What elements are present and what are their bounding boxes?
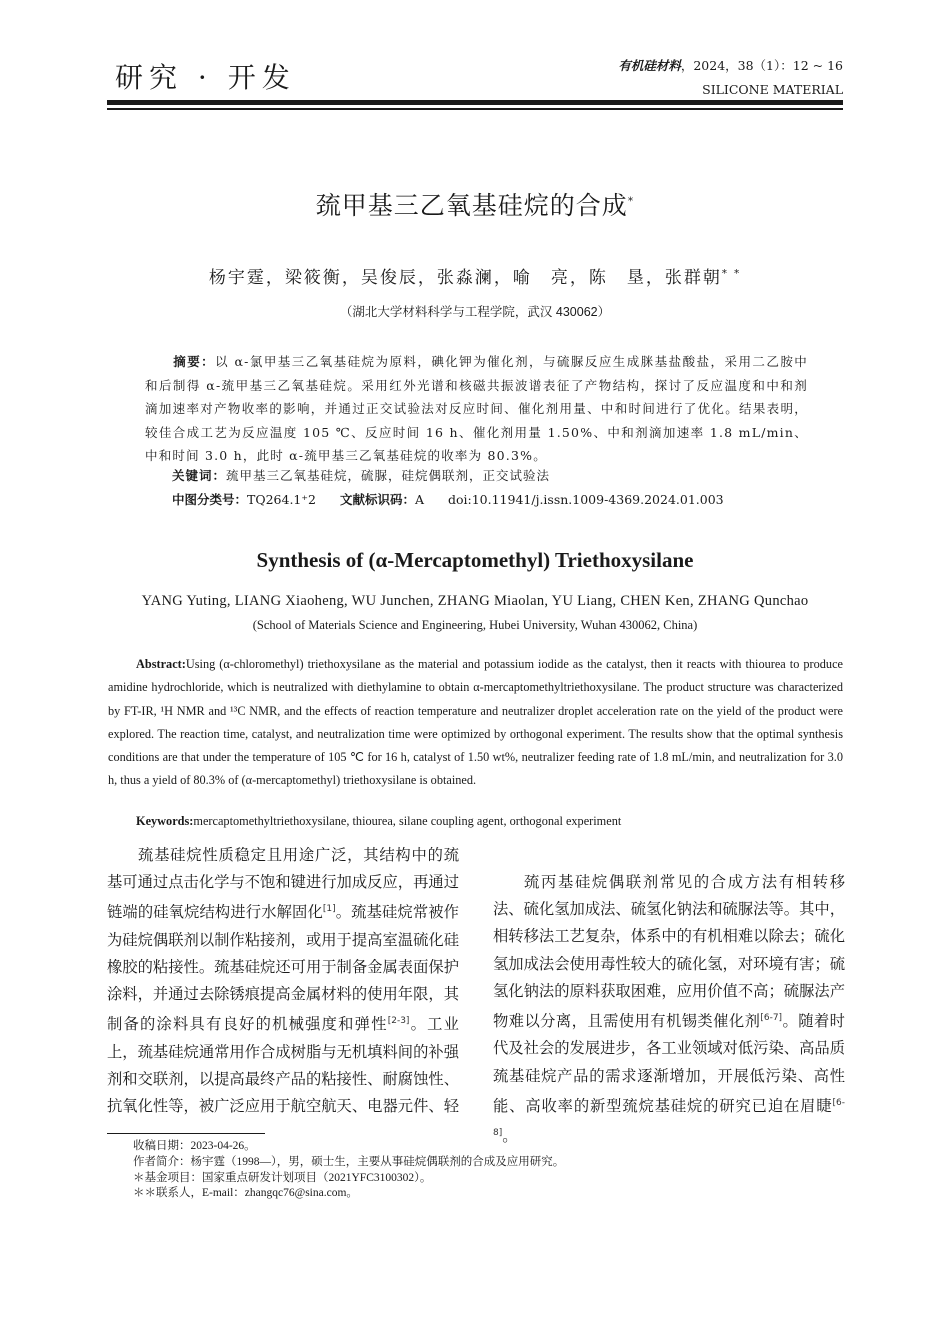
- affiliation-cn: （湖北大学材料科学与工程学院，武汉 430062）: [339, 305, 611, 319]
- abstract-cn: [145, 350, 808, 468]
- abstract-en-label: Abstract:: [136, 657, 186, 671]
- abstract-cn-label: 摘要：: [173, 354, 216, 369]
- footnote-rule: [107, 1133, 265, 1134]
- citation-ref: [6-8]: [493, 1097, 845, 1139]
- journal-logo: 有机硅材料: [618, 58, 681, 73]
- classification-line: 中图分类号：TQ264.1⁺2 文献标识码：A doi:10.11941/j.issn.1009-4369.2024.01.003: [172, 492, 724, 507]
- journal-header: [618, 54, 843, 102]
- footnote-received: 收稿日期：2023-04-26。: [133, 1140, 256, 1152]
- citation-ref: [1]: [322, 904, 336, 915]
- abstract-en: [108, 653, 843, 793]
- authors-en: YANG Yuting, LIANG Xiaoheng, WU Junchen, ZHANG Miaolan, YU Liang, CHEN Ken, ZHANG Qunchao: [141, 593, 809, 609]
- keywords-cn: 关键词：巯甲基三乙氧基硅烷，硫脲，硅烷偶联剂，正交试验法: [172, 468, 551, 483]
- abstract-en-text: Using (α-chloromethyl) triethoxysilane as the material and potassium iodide as the catalyst, then it reacts with thiourea to produce amidine hydrochloride, which is neutralized with diethylamine to obtain α-mercaptomethyltriethoxysilane. The product structure was characterized by FT-IR, ¹H NMR and ¹³C NMR, and the effects of reaction temperature and neutralizer droplet acceleration rate on the yield of the product were explored. The reaction time, catalyst, and neutralization time were optimized by orthogonal experiment. The results show that the optimal synthesis conditions are that under the temperature of 105 ℃ for 16 h, catalyst of 1.50 wt%, neutralizer feeding rate of 1.8 mL/min, and neutralization for 3.0 h, thus a yield of 80.3% of (α-mercaptomethyl) triethoxysilane is obtained.: [108, 657, 843, 788]
- footnote-fund: ＊基金项目：国家重点研发计划项目（2021YFC3100302）。: [133, 1171, 432, 1184]
- body-column-left: [107, 842, 459, 1120]
- journal-citation: 有机硅材料，2024，38（1）：12 ~ 16: [618, 58, 843, 73]
- citation-ref: [2-3]: [387, 1016, 410, 1027]
- footnotes: [133, 1139, 833, 1202]
- authors-cn: 杨宇霆，梁筱衡，吴俊辰，张淼澜，喻 亮，陈 垦，张群朝* *: [208, 268, 742, 288]
- affiliation-en: (School of Materials Science and Engineering, Hubei University, Wuhan 430062, China): [252, 618, 698, 632]
- keywords-en: Keywords:mercaptomethyltriethoxysilane, thiourea, silane coupling agent, orthogonal experiment: [136, 814, 622, 828]
- doi: doi:10.11941/j.issn.1009-4369.2024.01.003: [447, 492, 724, 507]
- citation-ref: [6-7]: [760, 1013, 783, 1024]
- footnote-contact: ＊＊联系人，E-mail：zhangqc76@sina.com。: [133, 1187, 358, 1200]
- paper-title-en: Synthesis of (α-Mercaptomethyl) Triethoxysilane: [256, 548, 694, 572]
- body-paragraph: 巯基硅烷性质稳定且用途广泛，其结构中的巯基可通过点击化学与不饱和键进行加成反应，再通过链端的硅氧烷结构进行水解固化[1]。巯基硅烷常被作为硅烷偶联剂以制作粘接剂，或用于提高室温硫化硅橡胶的粘接性。巯基硅烷还可用于制备金属表面保护涂料，并通过去除锈痕提高金属材料的使用年限，其制备的涂料具有良好的机械强度和弹性[2-3]。工业上，巯基硅烷通常用作合成树脂与无机填料间的补强剂和交联剂，以提高最终产品的粘接性、耐腐蚀性、抗氧化性等，被广泛应用于航空航天、电器元件、轻: [107, 846, 459, 1116]
- footnote-author: 作者简介：杨宇霆（1998—），男，硕士生，主要从事硅烷偶联剂的合成及应用研究。: [133, 1155, 565, 1168]
- paper-title-cn: 巯甲基三乙氧基硅烷的合成*: [315, 191, 635, 220]
- header-rule-thick: [107, 100, 843, 105]
- header-rule-thin: [107, 108, 843, 110]
- body-paragraph: 巯丙基硅烷偶联剂常见的合成方法有相转移法、硫化氢加成法、硫氢化钠法和硫脲法等。其中，相转移法工艺复杂，体系中的有机相难以除去；硫化氢加成法会使用毒性较大的硫化氢，对环境有害；硫氢化钠法的原料获取困难，应用价值不高；硫脲法产物难以分离，且需使用有机锡类催化剂[6-7]。随着时代及社会的发展进步，各工业领域对低污染、高品质巯基硅烷产品的需求逐渐增加，开展低污染、高性能、高收率的新型巯烷基硅烷的研究已迫在眉睫[6-8]。: [493, 873, 845, 1146]
- section-label: 研究 · 开发: [115, 61, 296, 94]
- journal-name-en: SILICONE MATERIAL: [702, 82, 843, 97]
- body-column-right: [493, 842, 845, 1150]
- abstract-cn-text: 以 α-氯甲基三乙氧基硅烷为原料，碘化钾为催化剂，与硫脲反应生成脒基盐酸盐，采用二乙胺中和后制得 α-巯甲基三乙氧基硅烷。采用红外光谱和核磁共振波谱表征了产物结构，探讨了反应温度和中和剂滴加速率对产物收率的影响，并通过正交试验法对反应时间、催化剂用量、中和时间进行了优化。结果表明，较佳合成工艺为反应温度 105 ℃、反应时间 16 h、催化剂用量 1.50%、中和剂滴加速率 1.8 mL/min、中和时间 3.0 h，此时 α-巯甲基三乙氧基硅烷的收率为 80.3%。: [145, 354, 808, 463]
